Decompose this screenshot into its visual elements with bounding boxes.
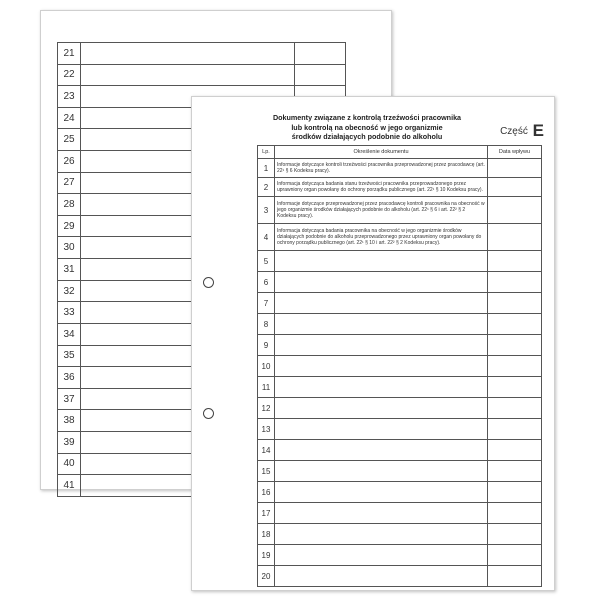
document-description bbox=[275, 314, 488, 335]
document-description bbox=[275, 419, 488, 440]
date-cell bbox=[488, 377, 542, 398]
row-number: 28 bbox=[58, 194, 81, 216]
document-description bbox=[275, 251, 488, 272]
row-number: 6 bbox=[258, 272, 275, 293]
table-row bbox=[258, 224, 542, 251]
document-description: Informacja dotycząca badania stanu trzeźwości pracownika przeprowadzonego przez uprawniony organ powołany do ochrony porządku publicznego (art. 22¹ § 10 Kodeksu pracy). bbox=[275, 178, 488, 197]
document-description: Informacje dotyczące kontroli trzeźwości pracownika przeprowadzonej przez pracodawcę (art. 22¹ § 6 Kodeksu pracy). bbox=[275, 159, 488, 178]
date-cell bbox=[488, 356, 542, 377]
table-row bbox=[258, 398, 542, 419]
document-description bbox=[275, 377, 488, 398]
part-letter: E bbox=[532, 121, 544, 140]
row-number: 24 bbox=[58, 107, 81, 129]
document-description bbox=[275, 566, 488, 587]
document-description bbox=[275, 272, 488, 293]
front-sheet bbox=[191, 96, 555, 591]
row-number: 17 bbox=[258, 503, 275, 524]
date-cell bbox=[488, 251, 542, 272]
date-cell bbox=[488, 272, 542, 293]
date-cell bbox=[488, 566, 542, 587]
row-number: 11 bbox=[258, 377, 275, 398]
row-number: 2 bbox=[258, 178, 275, 197]
row-number: 19 bbox=[258, 545, 275, 566]
row-number: 37 bbox=[58, 388, 81, 410]
table-row bbox=[258, 293, 542, 314]
date-cell bbox=[488, 159, 542, 178]
table-row bbox=[258, 335, 542, 356]
row-number: 23 bbox=[58, 86, 81, 108]
date-cell bbox=[488, 293, 542, 314]
entry-cell bbox=[81, 43, 295, 65]
table-row bbox=[258, 159, 542, 178]
date-cell bbox=[295, 43, 346, 65]
part-label bbox=[500, 121, 544, 141]
table-row bbox=[258, 545, 542, 566]
date-cell bbox=[488, 503, 542, 524]
column-header-document: Określenie dokumentu bbox=[275, 146, 488, 159]
table-row bbox=[258, 251, 542, 272]
row-number: 8 bbox=[258, 314, 275, 335]
document-description: Informacje dotyczące przeprowadzonej przez pracodawcę kontroli pracownika na obecność w jego organizmie środków działających podobnie do alkoholu (art. 22¹ § 6 i art. 22² § 2 Kodeksu pracy). bbox=[275, 197, 488, 224]
table-row bbox=[258, 356, 542, 377]
row-number: 4 bbox=[258, 224, 275, 251]
form-title-line: środków działających podobnie do alkoholu bbox=[291, 132, 443, 141]
row-number: 20 bbox=[258, 566, 275, 587]
date-cell bbox=[488, 545, 542, 566]
table-row bbox=[258, 314, 542, 335]
row-number: 32 bbox=[58, 280, 81, 302]
row-number: 36 bbox=[58, 367, 81, 389]
documents-table bbox=[257, 145, 542, 587]
row-number: 5 bbox=[258, 251, 275, 272]
table-row bbox=[258, 178, 542, 197]
row-number: 1 bbox=[258, 159, 275, 178]
row-number: 34 bbox=[58, 323, 81, 345]
table-row bbox=[258, 377, 542, 398]
row-number: 21 bbox=[58, 43, 81, 65]
date-cell bbox=[488, 197, 542, 224]
row-number: 40 bbox=[58, 453, 81, 475]
table-row bbox=[258, 566, 542, 587]
form-title-line: lub kontrolą na obecność w jego organizmie bbox=[291, 122, 443, 132]
column-header-lp: Lp. bbox=[258, 146, 275, 159]
row-number: 26 bbox=[58, 151, 81, 173]
document-description bbox=[275, 503, 488, 524]
row-number: 38 bbox=[58, 410, 81, 432]
date-cell bbox=[488, 419, 542, 440]
document-description bbox=[275, 545, 488, 566]
row-number: 14 bbox=[258, 440, 275, 461]
row-number: 29 bbox=[58, 215, 81, 237]
row-number: 33 bbox=[58, 302, 81, 324]
punch-hole-top bbox=[203, 277, 214, 288]
date-cell bbox=[295, 64, 346, 86]
table-row bbox=[258, 272, 542, 293]
document-description bbox=[275, 293, 488, 314]
document-description bbox=[275, 461, 488, 482]
document-description bbox=[275, 440, 488, 461]
table-row bbox=[58, 43, 346, 65]
row-number: 31 bbox=[58, 259, 81, 281]
row-number: 9 bbox=[258, 335, 275, 356]
table-row bbox=[258, 503, 542, 524]
document-description: Informacja dotycząca badania pracownika na obecność w jego organizmie środków działających podobnie do alkoholu przeprowadzonego przez uprawniony organ powołany do ochrony porządku publicznego (art. 22¹ § 10 i art. 22² § 2 Kodeksu pracy). bbox=[275, 224, 488, 251]
part-label-text: Część bbox=[500, 126, 528, 137]
table-row bbox=[258, 197, 542, 224]
punch-hole-bottom bbox=[203, 408, 214, 419]
table-row bbox=[258, 482, 542, 503]
row-number: 15 bbox=[258, 461, 275, 482]
table-row bbox=[58, 64, 346, 86]
row-number: 30 bbox=[58, 237, 81, 259]
date-cell bbox=[488, 178, 542, 197]
row-number: 18 bbox=[258, 524, 275, 545]
row-number: 10 bbox=[258, 356, 275, 377]
entry-cell bbox=[81, 64, 295, 86]
row-number: 22 bbox=[58, 64, 81, 86]
row-number: 13 bbox=[258, 419, 275, 440]
table-row bbox=[258, 419, 542, 440]
date-cell bbox=[488, 314, 542, 335]
document-description bbox=[275, 398, 488, 419]
date-cell bbox=[488, 482, 542, 503]
row-number: 3 bbox=[258, 197, 275, 224]
date-cell bbox=[488, 440, 542, 461]
form-title-line: Dokumenty związane z kontrolą trzeźwości pracownika bbox=[272, 113, 462, 122]
row-number: 41 bbox=[58, 475, 81, 497]
row-number: 27 bbox=[58, 172, 81, 194]
date-cell bbox=[488, 524, 542, 545]
date-cell bbox=[488, 461, 542, 482]
date-cell bbox=[488, 335, 542, 356]
row-number: 39 bbox=[58, 431, 81, 453]
table-row bbox=[258, 461, 542, 482]
row-number: 25 bbox=[58, 129, 81, 151]
document-description bbox=[275, 524, 488, 545]
date-cell bbox=[488, 224, 542, 251]
document-description bbox=[275, 482, 488, 503]
row-number: 16 bbox=[258, 482, 275, 503]
document-description bbox=[275, 356, 488, 377]
table-row bbox=[258, 440, 542, 461]
column-header-date: Data wpływu bbox=[488, 146, 542, 159]
table-row bbox=[258, 524, 542, 545]
row-number: 12 bbox=[258, 398, 275, 419]
date-cell bbox=[488, 398, 542, 419]
row-number: 7 bbox=[258, 293, 275, 314]
form-title bbox=[262, 113, 472, 142]
document-description bbox=[275, 335, 488, 356]
row-number: 35 bbox=[58, 345, 81, 367]
